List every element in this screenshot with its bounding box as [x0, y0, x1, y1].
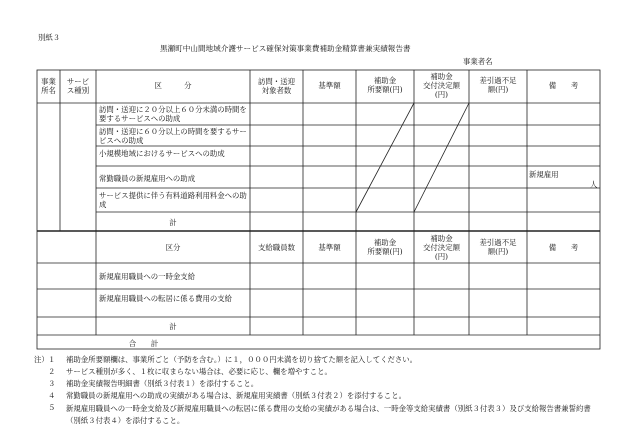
header-service-type: サービ ス種別 [66, 77, 90, 95]
form-number: 別紙３ [38, 33, 61, 42]
note-text: 補助金所要額欄は、事業所ごと（予防を含む。）に１，０００円未満を切り捨てた額を記入してください。 [66, 355, 418, 364]
note-number: ３ [48, 379, 56, 388]
row-new-hire: 常勤職員の新規雇用への助成 [99, 174, 196, 183]
remark-unit: 人 [590, 180, 598, 189]
row-lump-sum: 新規雇用職員への一時金支給 [99, 272, 196, 281]
note-item [48, 379, 603, 391]
note-number: １ [48, 355, 56, 364]
header-office-name: 事業 所名 [41, 77, 56, 95]
header-remarks: 備 考 [548, 81, 579, 90]
row-relocation: 新規雇用職員への転居に係る費用の支給 [99, 294, 233, 303]
note-number: ５ [48, 403, 56, 412]
t2-header-remarks: 備 考 [548, 243, 579, 252]
row-20-60-min: 訪問・送迎に２０分以上６０分未満の時間を要するサービスへの助成 [99, 105, 247, 123]
note-item [48, 403, 603, 427]
row-toll-road: サービス提供に伴う有料道路利用料金への助成 [99, 191, 247, 209]
t2-header-decided-amount: 補助金 交付決定額 (円) [423, 234, 460, 261]
t2-header-category: 区分 [165, 243, 181, 252]
table1-subtotal: 計 [169, 218, 177, 227]
header-base-amount: 基準額 [318, 81, 341, 90]
note-item [48, 367, 603, 379]
page-title: 黒瀬町中山間地域介護サービス確保対策事業費補助金精算書兼実績報告書 [160, 44, 411, 53]
header-shortfall: 差引過不足 額(円) [479, 76, 517, 94]
t2-header-required-amount: 補助金 所要額(円) [367, 238, 403, 256]
notes-list [48, 355, 603, 427]
operator-name-label: 事業者名 [463, 57, 493, 66]
header-required-amount: 補助金 所要額(円) [367, 76, 403, 94]
header-count: 訪問・送迎 対象者数 [258, 77, 295, 95]
t2-header-base-amount: 基準額 [318, 243, 341, 252]
header-category: 区 分 [154, 81, 192, 90]
grand-total: 合 計 [128, 339, 159, 348]
notes-prefix: 注） [34, 355, 49, 364]
table2-subtotal: 計 [169, 322, 177, 331]
note-text: サービス種別が多く、１枚に収まらない場合は、必要に応じ、欄を増やすこと。 [66, 367, 332, 376]
header-decided-amount: 補助金 交付決定額 (円) [423, 72, 460, 99]
note-item [48, 391, 603, 403]
remark-new-hire: 新規雇用 [529, 170, 559, 179]
note-item [48, 355, 603, 367]
t2-header-shortfall: 差引過不足 額(円) [479, 238, 517, 256]
t2-header-count: 支給職員数 [258, 243, 295, 252]
note-text: 常勤職員の新規雇用への助成の実績がある場合は、新規雇用実績書（別紙３付表２）を添付すること。 [66, 391, 406, 400]
note-text: 新規雇用職員への一時金支給及び新規雇用職員への転居に係る費用の支給の実績がある場合は、一時金等支給実績書（別紙３付表３）及び支給報告書兼誓約書（別紙３付表４）を添付すること。 [66, 404, 591, 425]
row-over-60-min: 訪問・送迎に６０分以上の時間を要するサービスへの助成 [99, 127, 247, 145]
row-small-area: 小規模地域におけるサービスへの助成 [99, 149, 225, 158]
note-text: 補助金実績報告明細書（別紙３付表１）を添付すること。 [66, 379, 259, 388]
note-number: ２ [48, 367, 56, 376]
note-number: ４ [48, 391, 56, 400]
